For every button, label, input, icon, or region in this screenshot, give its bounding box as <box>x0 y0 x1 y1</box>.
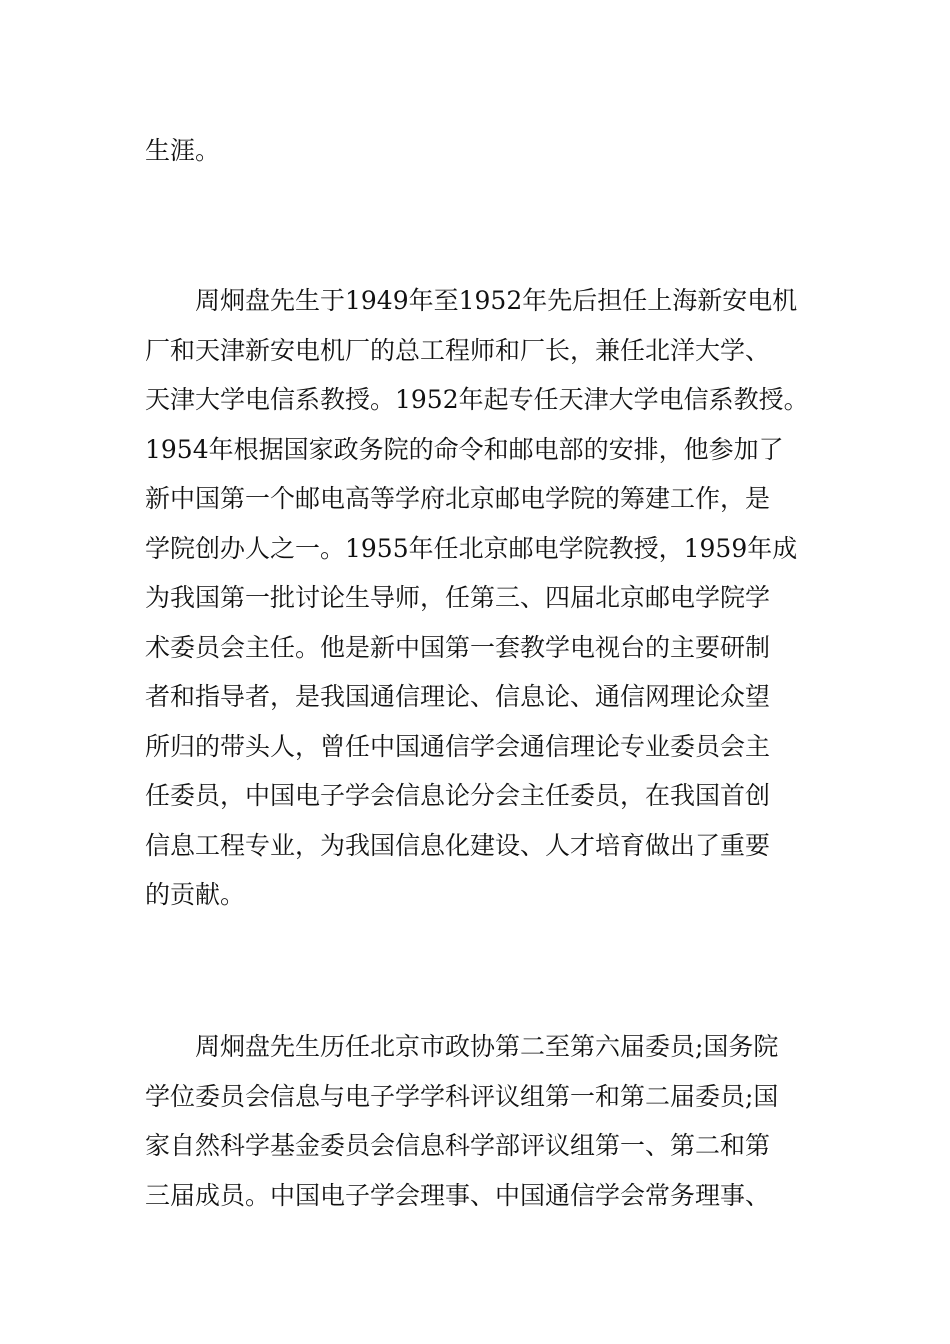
paragraph-2 <box>145 276 817 920</box>
text-line: 周炯盘先生历任北京市政协第二至第六届委员;国务院 <box>195 1032 779 1061</box>
text-line: 所归的带头人，曾任中国通信学会通信理论专业委员会主 <box>145 731 771 761</box>
text-line: 为我国第一批讨论生导师，任第三、四届北京邮电学院学 <box>145 583 771 612</box>
text-line: 学位委员会信息与电子学学科评议组第一和第二届委员;国 <box>145 1081 779 1111</box>
text-line: 三届成员。中国电子学会理事、中国通信学会常务理事、 <box>145 1180 771 1210</box>
text-line: 的贡献。 <box>145 880 246 909</box>
text-line: 天津大学电信系教授。1952年起专任天津大学电信系教授。 <box>145 385 809 414</box>
text-line: 任委员，中国电子学会信息论分会主任委员，在我国首创 <box>145 781 771 810</box>
text-line: 信息工程专业，为我国信息化建设、人才培育做出了重要 <box>145 830 771 860</box>
text-line: 1954年根据国家政务院的命令和邮电部的安排，他参加了 <box>145 434 784 464</box>
text-line: 周炯盘先生于1949年至1952年先后担任上海新安电机 <box>195 286 798 315</box>
text-line: 厂和天津新安电机厂的总工程师和厂长，兼任北洋大学、 <box>145 335 771 365</box>
paragraph-1 <box>145 126 817 176</box>
text-line: 术委员会主任。他是新中国第一套教学电视台的主要研制 <box>145 632 771 662</box>
text-line: 学院创办人之一。1955年任北京邮电学院教授，1959年成 <box>145 533 798 563</box>
text-line: 新中国第一个邮电高等学府北京邮电学院的筹建工作，是 <box>145 484 771 513</box>
text-line: 者和指导者，是我国通信理论、信息论、通信网理论众望 <box>145 682 771 711</box>
paragraph-3 <box>145 1022 817 1220</box>
text-line: 家自然科学基金委员会信息科学部评议组第一、第二和第 <box>145 1131 771 1160</box>
text-line: 生涯。 <box>145 136 221 165</box>
